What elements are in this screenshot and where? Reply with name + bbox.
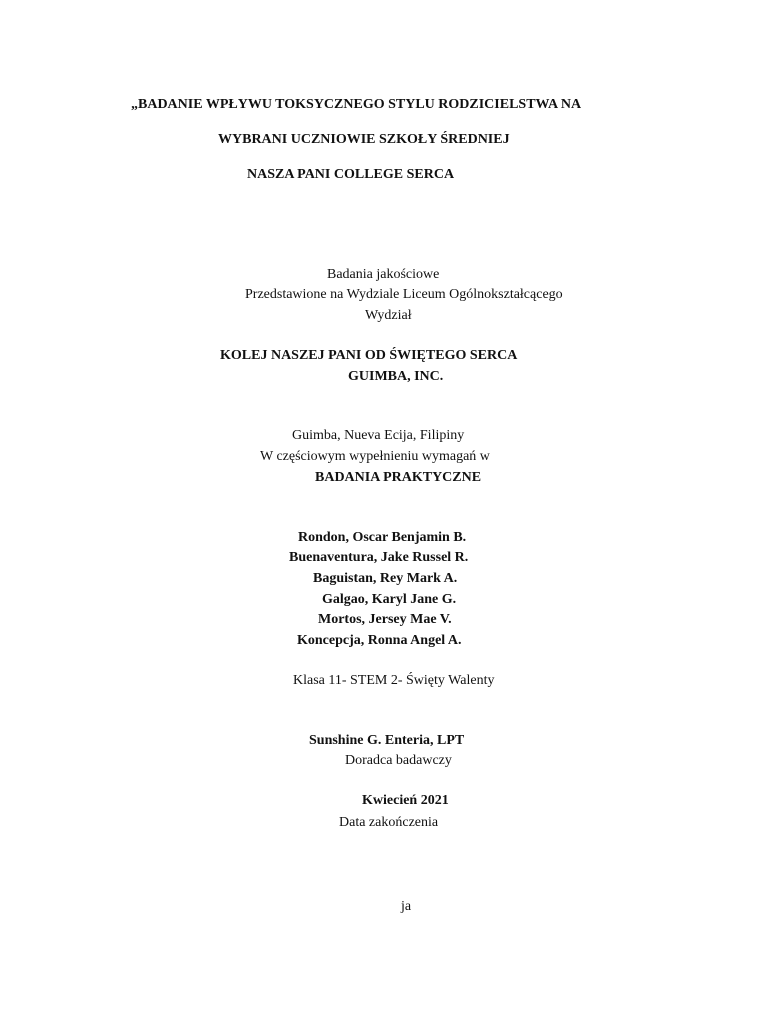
institution-name: KOLEJ NASZEJ PANI OD ŚWIĘTEGO SERCA xyxy=(220,348,518,363)
adviser-role: Doradca badawczy xyxy=(345,753,452,768)
adviser-name: Sunshine G. Enteria, LPT xyxy=(309,733,465,748)
title-line-2: WYBRANI UCZNIOWIE SZKOŁY ŚREDNIEJ xyxy=(218,132,510,147)
author-1: Rondon, Oscar Benjamin B. xyxy=(298,530,467,545)
completion-label: Data zakończenia xyxy=(339,815,439,830)
completion-date: Kwiecień 2021 xyxy=(362,793,449,808)
fulfillment-text: W częściowym wypełnieniu wymagań w xyxy=(260,449,490,464)
course-name: BADANIA PRAKTYCZNE xyxy=(315,470,482,485)
class-section: Klasa 11- STEM 2- Święty Walenty xyxy=(293,673,495,688)
presented-to: Przedstawione na Wydziale Liceum Ogólnokształcącego xyxy=(245,287,563,302)
title-line-3: NASZA PANI COLLEGE SERCA xyxy=(247,167,455,182)
author-2: Buenaventura, Jake Russel R. xyxy=(289,550,469,565)
faculty-label: Wydział xyxy=(365,308,412,323)
location-place: Guimba, Nueva Ecija, Filipiny xyxy=(292,428,465,443)
author-4: Galgao, Karyl Jane G. xyxy=(322,592,457,607)
page-marker: ja xyxy=(401,899,412,914)
institution-company: GUIMBA, INC. xyxy=(348,369,444,384)
research-type: Badania jakościowe xyxy=(327,267,440,282)
title-line-1: „BADANIE WPŁYWU TOKSYCZNEGO STYLU RODZICIELSTWA NA xyxy=(131,97,582,112)
author-6: Koncepcja, Ronna Angel A. xyxy=(297,633,462,648)
author-5: Mortos, Jersey Mae V. xyxy=(318,612,452,627)
author-3: Baguistan, Rey Mark A. xyxy=(313,571,458,586)
